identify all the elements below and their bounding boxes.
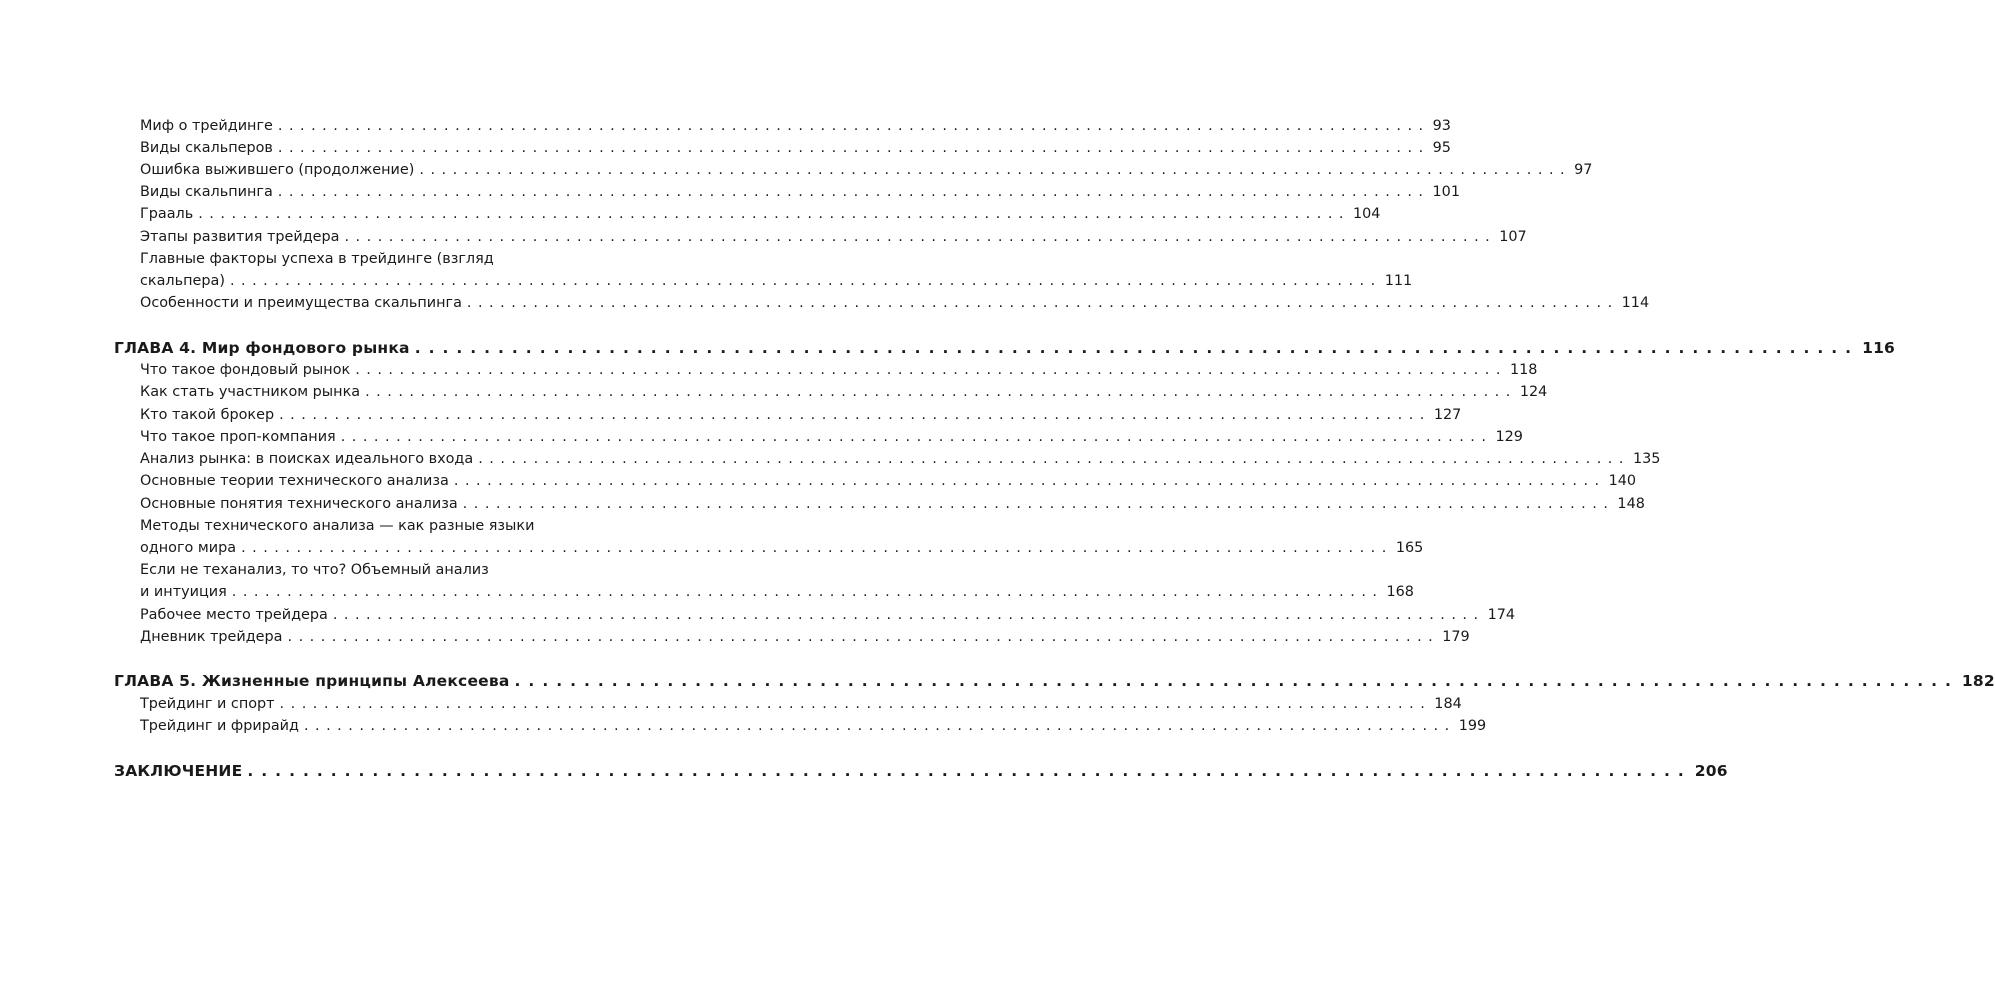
dot-leader: ........................................................................................................ xyxy=(277,118,1430,134)
dot-leader: ........................................................................................................ xyxy=(303,718,1456,734)
dot-leader: ........................................................................................................ xyxy=(453,473,1606,489)
toc-entry xyxy=(140,604,1516,626)
toc-entry-title: Основные теории технического анализа xyxy=(140,473,449,489)
toc-entry-title: Грааль xyxy=(140,206,194,222)
dot-leader: ........................................................................................................ xyxy=(462,496,1615,512)
dot-leader: ........................................................................................................ xyxy=(355,362,1507,378)
toc-entry xyxy=(140,448,1661,470)
toc-entry-title: Дневник трейдера xyxy=(140,629,283,645)
dot-leader: ........................................................................................................ xyxy=(229,273,1382,289)
toc-entry-title: Виды скальпинга xyxy=(140,184,273,200)
toc-entry-page: 127 xyxy=(1433,407,1462,423)
toc-entry-title: Рабочее место трейдера xyxy=(140,607,328,623)
toc-entry xyxy=(140,359,1538,381)
dot-leader: ........................................................................................................ xyxy=(414,339,1860,357)
toc-entry-title: Как стать участником рынка xyxy=(140,384,361,400)
toc-entry-page: 118 xyxy=(1509,362,1538,378)
toc-entry xyxy=(140,493,1645,515)
toc-entry xyxy=(140,426,1523,448)
toc-entry-title-line2: одного мира xyxy=(140,540,237,556)
toc-entry xyxy=(140,715,1487,737)
chapter-title: ГЛАВА 4. Мир фондового рынка xyxy=(114,339,410,357)
toc-entry xyxy=(140,248,1413,292)
dot-leader: ........................................................................................................ xyxy=(332,607,1485,623)
dot-leader: ........................................................................................................ xyxy=(466,295,1619,311)
toc-entry-page: 101 xyxy=(1432,184,1460,200)
toc-entry-title-line1: Методы технического анализа — как разные языки xyxy=(140,518,535,534)
toc-entry-title-line2: и интуиция xyxy=(140,584,227,600)
toc-entry-page: 148 xyxy=(1617,496,1645,512)
toc-entry-page: 97 xyxy=(1574,162,1593,178)
toc-entry-page: 104 xyxy=(1352,206,1381,222)
dot-leader: ........................................................................................................ xyxy=(247,762,1692,780)
dot-leader: ........................................................................................................ xyxy=(279,696,1432,712)
dot-leader: ........................................................................................................ xyxy=(340,429,1493,445)
chapter-title: ГЛАВА 5. Жизненные принципы Алексеева xyxy=(114,672,510,690)
dot-leader: ........................................................................................................ xyxy=(365,384,1517,400)
dot-leader: ........................................................................................................ xyxy=(478,451,1630,467)
toc-entry-page: 129 xyxy=(1495,429,1523,445)
toc-entry-page: 140 xyxy=(1608,473,1637,489)
chapter-heading xyxy=(114,670,1995,692)
toc-entry-page: 184 xyxy=(1434,696,1462,712)
toc-entry-page: 93 xyxy=(1432,118,1451,134)
toc-entry-title-line1: Главные факторы успеха в трейдинге (взгляд xyxy=(140,251,494,267)
toc-entry xyxy=(140,226,1527,248)
dot-leader: ........................................................................................................ xyxy=(277,140,1430,156)
toc-entry xyxy=(140,181,1460,203)
toc-entry-page: 111 xyxy=(1384,273,1413,289)
toc-entry-page: 199 xyxy=(1458,718,1487,734)
toc-entry xyxy=(140,159,1593,181)
toc-entry xyxy=(140,292,1650,314)
dot-leader: ........................................................................................................ xyxy=(344,229,1497,245)
toc-entry-title: Анализ рынка: в поисках идеального входа xyxy=(140,451,474,467)
toc-entry-page: 124 xyxy=(1519,384,1548,400)
toc-entry-page: 107 xyxy=(1499,229,1527,245)
dot-leader: ........................................................................................................ xyxy=(277,184,1430,200)
toc-entry-title: Особенности и преимущества скальпинга xyxy=(140,295,462,311)
dot-leader: ........................................................................................................ xyxy=(231,584,1384,600)
conclusion-heading xyxy=(114,760,1728,782)
toc-entry xyxy=(140,404,1462,426)
dot-leader: ........................................................................................................ xyxy=(419,162,1572,178)
toc-entry xyxy=(140,626,1470,648)
toc-entry-page: 168 xyxy=(1386,584,1414,600)
toc-entry-title: Кто такой брокер xyxy=(140,407,275,423)
toc-entry xyxy=(140,115,1451,137)
toc-entry-title: Что такое фондовый рынок xyxy=(140,362,351,378)
toc-entry-title: Трейдинг и фрирайд xyxy=(140,718,299,734)
conclusion-title: ЗАКЛЮЧЕНИЕ xyxy=(114,762,243,780)
toc-entry xyxy=(140,470,1637,492)
toc-entry xyxy=(140,559,1414,603)
toc-entry-title: Трейдинг и спорт xyxy=(140,696,275,712)
toc-entry-page: 179 xyxy=(1442,629,1470,645)
toc-entry-title: Виды скальперов xyxy=(140,140,273,156)
toc-entry-title-line1: Если не теханализ, то что? Объемный анализ xyxy=(140,562,489,578)
toc-entry xyxy=(140,137,1451,159)
chapter-page: 182 xyxy=(1961,672,1995,690)
toc-entry-title: Что такое проп-компания xyxy=(140,429,336,445)
toc-entry xyxy=(140,381,1548,403)
toc-entry-title: Ошибка выжившего (продолжение) xyxy=(140,162,415,178)
toc-entry-title: Этапы развития трейдера xyxy=(140,229,340,245)
toc-entry-page: 165 xyxy=(1395,540,1424,556)
chapter-page: 116 xyxy=(1862,339,1896,357)
toc-entry xyxy=(140,203,1381,225)
dot-leader: ........................................................................................................ xyxy=(241,540,1393,556)
toc-entry-title: Основные понятия технического анализа xyxy=(140,496,458,512)
dot-leader: ........................................................................................................ xyxy=(279,407,1431,423)
toc-entry-title: Миф о трейдинге xyxy=(140,118,273,134)
chapter-heading xyxy=(114,337,1896,359)
conclusion-page: 206 xyxy=(1694,762,1728,780)
toc-entry-page: 174 xyxy=(1487,607,1516,623)
toc-entry-page: 114 xyxy=(1621,295,1650,311)
toc-entry xyxy=(140,693,1462,715)
dot-leader: ........................................................................................................ xyxy=(198,206,1350,222)
dot-leader: ........................................................................................................ xyxy=(514,672,1959,690)
toc-entry xyxy=(140,515,1424,559)
dot-leader: ........................................................................................................ xyxy=(287,629,1440,645)
toc-entry-page: 135 xyxy=(1632,451,1661,467)
toc-entry-title-line2: скальпера) xyxy=(140,273,225,289)
toc-entry-page: 95 xyxy=(1432,140,1451,156)
